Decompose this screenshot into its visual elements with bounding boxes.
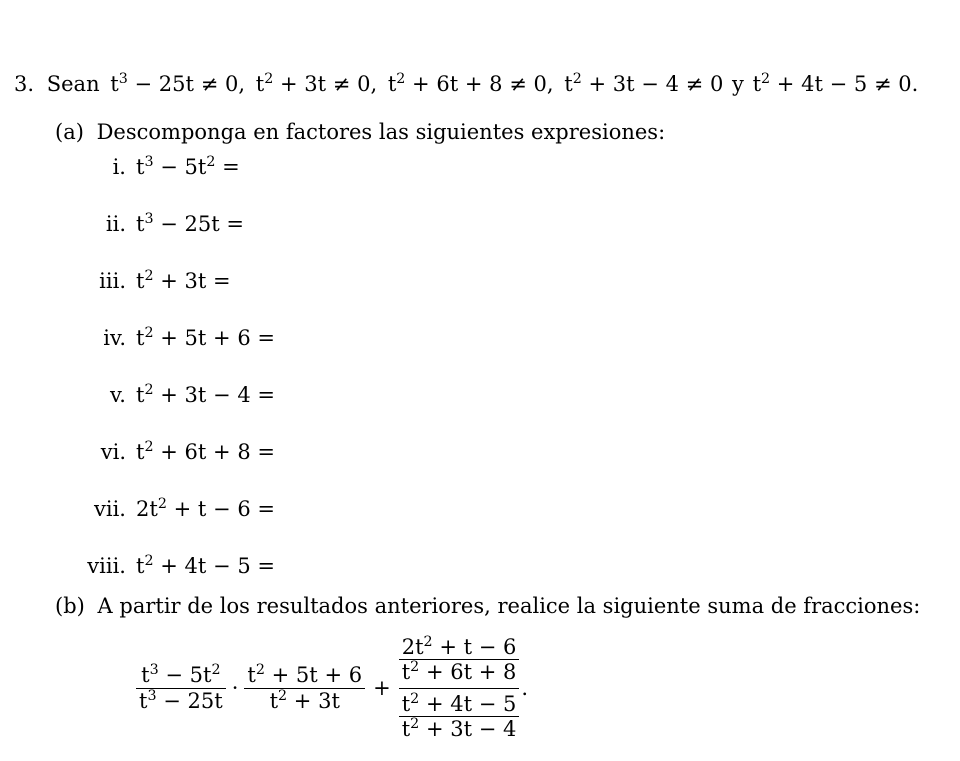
fraction-expression — [136, 628, 528, 748]
item-expression: $t^2 + 5t + 6$ = — [136, 325, 275, 350]
item-label: ii. — [105, 212, 126, 236]
end-period: . — [521, 676, 529, 700]
item-expression: $t^2 + 4t - 5$ = — [136, 553, 275, 578]
item-label: i. — [112, 155, 126, 179]
fraction-3-bottom-numerator: $t^2 + 4t - 5$ — [401, 690, 517, 716]
item-expression: $t^3 - 25t$ = — [136, 211, 245, 236]
fraction-3-compound — [399, 635, 520, 741]
part-a-heading — [55, 120, 665, 144]
plus-sign: + — [373, 676, 391, 700]
main-fraction-bar — [399, 688, 520, 689]
item-label: v. — [109, 383, 126, 407]
fraction-3-top — [399, 635, 520, 684]
item-label: vii. — [94, 497, 126, 521]
item-expression: $t^2 + 3t - 4$ = — [136, 382, 275, 407]
item-label: iii. — [99, 269, 126, 293]
problem-number: 3. — [14, 72, 35, 96]
fraction-1-denominator: $t^3 - 25t$ — [139, 687, 223, 713]
part-b-label: (b) — [55, 594, 85, 618]
multiply-dot: · — [231, 676, 239, 700]
item-expression: $t^3 - 5t^2$ = — [136, 154, 240, 179]
fraction-2-numerator: $t^2 + 5t + 6$ — [247, 662, 363, 688]
intro-word: Sean — [46, 72, 100, 96]
item-label: iv. — [103, 326, 126, 350]
item-label: vi. — [100, 440, 126, 464]
part-a-instruction: Descomponga en factores las siguientes expresiones: — [96, 120, 666, 144]
item-expression: $t^2 + 3t$ = — [136, 268, 231, 293]
fraction-3-bottom — [399, 692, 520, 741]
part-a-label: (a) — [55, 120, 84, 144]
fraction-3-top-denominator: $t^2 + 6t + 8$ — [401, 659, 517, 685]
item-expression: $t^2 + 6t + 8$ = — [136, 439, 275, 464]
item-expression: $2t^2 + t - 6$ = — [136, 496, 275, 521]
fraction-1-numerator: $t^3 - 5t^2$ — [141, 662, 221, 688]
condition-2: $t^2 + 3t \ne 0$, — [255, 71, 378, 96]
part-b-instruction: A partir de los resultados anteriores, realice la siguiente suma de fracciones: — [97, 594, 921, 618]
conjunction: y — [732, 72, 744, 96]
condition-3: $t^2 + 6t + 8 \ne 0$, — [387, 71, 554, 96]
condition-1: $t^3 - 25t \ne 0$, — [110, 71, 246, 96]
fraction-3-bottom-denominator: $t^2 + 3t - 4$ — [401, 715, 517, 741]
part-b-heading — [55, 594, 920, 618]
fraction-2-denominator: $t^2 + 3t$ — [269, 687, 340, 713]
fraction-2 — [244, 663, 365, 712]
problem-header — [14, 72, 918, 96]
item-label: viii. — [87, 554, 126, 578]
fraction-3-top-numerator: $2t^2 + t - 6$ — [401, 634, 517, 660]
fraction-1 — [136, 663, 226, 712]
condition-4: $t^2 + 3t - 4 \ne 0$ — [564, 71, 724, 96]
condition-5: $t^2 + 4t - 5 \ne 0$. — [752, 71, 919, 96]
